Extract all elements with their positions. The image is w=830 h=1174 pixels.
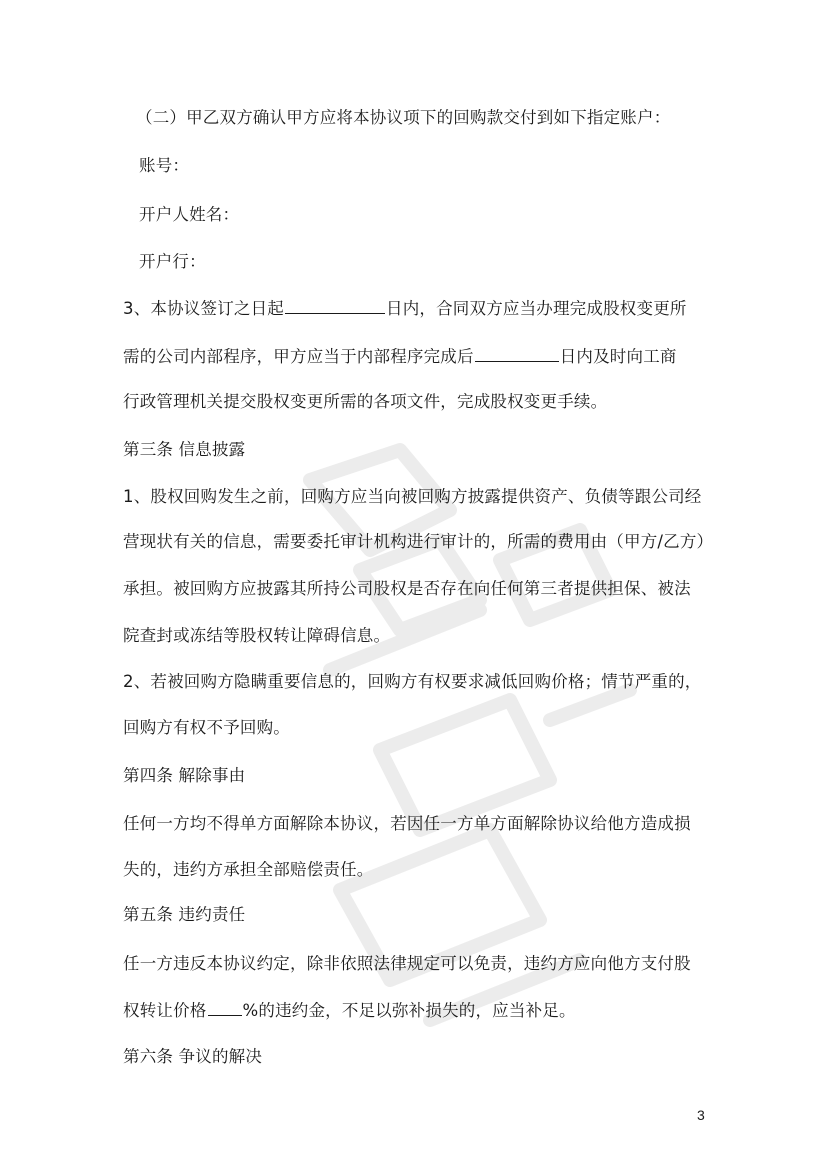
article-6-heading: 第六条 争议的解决 [123, 1047, 263, 1066]
account-number-label: 账号： [139, 156, 190, 175]
clause-3-text-b: 日内，合同双方应当办理完成股权变更所 [386, 299, 687, 318]
article-4-para-line-1: 任何一方均不得单方面解除本协议，若因任一方单方面解除协议给他方造成损 [123, 814, 691, 833]
clause-3-text-d: 日内及时向工商 [559, 347, 677, 366]
article-5-para-line-2 [123, 999, 576, 1021]
article-4-para-line-2: 失的，违约方承担全部赔偿责任。 [123, 860, 374, 879]
article-5-text-b: %的违约金，不足以弥补损失的，应当补足。 [242, 1001, 576, 1020]
article-3-para-1-line-1: 1、股权回购发生之前，回购方应当向被回购方披露提供资产、负债等跟公司经 [123, 487, 702, 506]
article-3-heading: 第三条 信息披露 [123, 440, 246, 459]
article-3-para-2-line-1: 2、若被回购方隐瞒重要信息的，回购方有权要求减低回购价格；情节严重的， [123, 672, 702, 691]
article-5-para-line-1: 任一方违反本协议约定，除非依照法律规定可以免责，违约方应向他方支付股 [123, 954, 691, 973]
clause-3-text-c: 需的公司内部程序，甲方应当于内部程序完成后 [123, 347, 474, 366]
article-5-text-a: 权转让价格 [123, 1001, 207, 1020]
page-number: 3 [697, 1107, 705, 1123]
bank-name-label: 开户行： [139, 252, 206, 271]
penalty-percent-blank-field[interactable] [208, 999, 242, 1016]
article-4-heading: 第四条 解除事由 [123, 766, 246, 785]
article-3-para-1-line-3: 承担。被回购方应披露其所持公司股权是否存在向任何第三者提供担保、被法 [123, 579, 691, 598]
registration-days-blank-field[interactable] [475, 345, 559, 362]
article-3-para-1-line-2: 营现状有关的信息，需要委托审计机构进行审计的，所需的费用由（甲方/乙方） [123, 532, 714, 551]
clause-3-line-1 [123, 297, 687, 319]
clause-3-line-2 [123, 345, 677, 367]
clause-3-line-3: 行政管理机关提交股权变更所需的各项文件，完成股权变更手续。 [123, 392, 608, 411]
days-blank-field[interactable] [285, 297, 385, 314]
article-5-heading: 第五条 违约责任 [123, 905, 246, 924]
article-3-para-2-line-2: 回购方有权不予回购。 [123, 718, 290, 737]
clause-3-text-a: 3、本协议签订之日起 [123, 299, 284, 318]
article-3-para-1-line-4: 院查封或冻结等股权转让障碍信息。 [123, 626, 391, 645]
account-holder-label: 开户人姓名： [139, 205, 240, 224]
account-clause-line: （二）甲乙双方确认甲方应将本协议项下的回购款交付到如下指定账户： [136, 108, 671, 127]
